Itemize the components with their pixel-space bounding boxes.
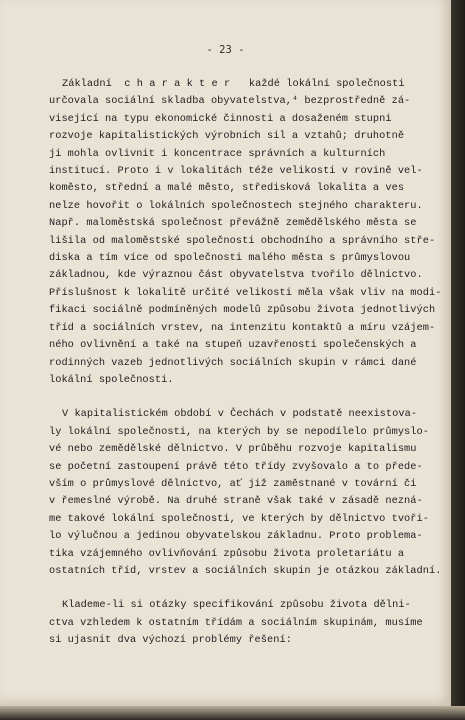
text-line: lokální společnosti. [49, 373, 174, 386]
page-number: - 23 - [206, 44, 245, 56]
text-line: si ujasnit dva výchozí problémy řešení: [49, 634, 292, 647]
text-line: ostatních tříd, vrstev a sociálních skupin je otázkou základní. [49, 564, 442, 577]
text-line: lišila od maloměstské společnosti obchodního a správního stře- [49, 234, 436, 247]
text-line: tika vzájemného ovlivňování způsobu života proletariátu a [49, 547, 405, 560]
text-line: V kapitalistickém období v Čechách v podstatě neexistova- [62, 408, 418, 421]
text-line: ného ovlivnění a také na stupeň uzavřenosti společenských a [49, 339, 417, 352]
text-line: rodinných vazeb jednotlivých sociálních skupin v rámci dané [49, 356, 417, 369]
text-line: ji mohla ovlivnit i koncentrace správních a kulturních [49, 147, 386, 160]
text-line: Základní c h a r a k t e r každé lokální společnosti [62, 78, 405, 90]
text-line: nelze hovořit o lokálních společnostech stejného charakteru. [49, 199, 423, 212]
text-line: v řemeslné výrobě. Na druhé straně však také v zásadě nezná- [49, 495, 423, 508]
page-bottom-edge [0, 706, 465, 720]
text-line: vším o průmyslové dělnictvo, ať již zaměstnané v tovární či [49, 477, 417, 490]
paragraph [49, 406, 442, 580]
text-line: základnou, kde výraznou část obyvatelstva tvořilo dělnictvo. [49, 269, 423, 282]
text-line: Příslušnost k lokalitě určité velikosti měla však vliv na modi- [49, 286, 442, 299]
paragraph [49, 76, 442, 389]
text-line: se početní zastoupení právě této třídy zvyšovalo a to přede- [49, 460, 423, 473]
text-line: lo výlučnou a jedinou obyvatelskou základnu. Proto problema- [49, 530, 423, 543]
binding-edge [451, 0, 465, 720]
text-line: institucí. Proto i v lokalitách téže velikosti v rovině vel- [49, 165, 423, 178]
text-line: diska a tím více od společnosti malého města s průmyslovou [49, 252, 411, 265]
text-line: vé nebo zemědělské dělnictvo. V průběhu rozvoje kapitalismu [49, 443, 417, 456]
text-line: fikaci sociálně podmíněných modelů způsobu života jednotlivých [49, 304, 436, 317]
text-line: rozvoje kapitalistických výrobních sil a vztahů; druhotně [49, 130, 405, 143]
paragraph [49, 597, 423, 649]
text-line: určovala sociální skladba obyvatelstva,⁴ bezprostředně zá- [49, 95, 411, 108]
text-line: me takové lokální společnosti, ve kterých by dělnictvo tvoři- [49, 512, 429, 525]
text-line: visející na typu ekonomické činnosti a dosaženém stupni [49, 112, 392, 125]
text-line: tříd a sociálních vrstev, na intenzitu kontaktů a míru vzájem- [49, 321, 436, 334]
text-line: Klademe-li si otázky specifikování způsobu života dělni- [62, 599, 411, 612]
text-line: ly lokální společnosti, na kterých by se nepodílelo průmyslo- [49, 425, 429, 438]
text-line: Např. maloměstská společnost převážně zemědělského města se [49, 217, 417, 230]
body-text [49, 76, 442, 650]
text-line: koměsto, střední a malé město, středisková lokalita a ves [49, 182, 405, 195]
text-line: ctva vzhledem k ostatním třídám a sociálním skupinám, musíme [49, 616, 423, 629]
